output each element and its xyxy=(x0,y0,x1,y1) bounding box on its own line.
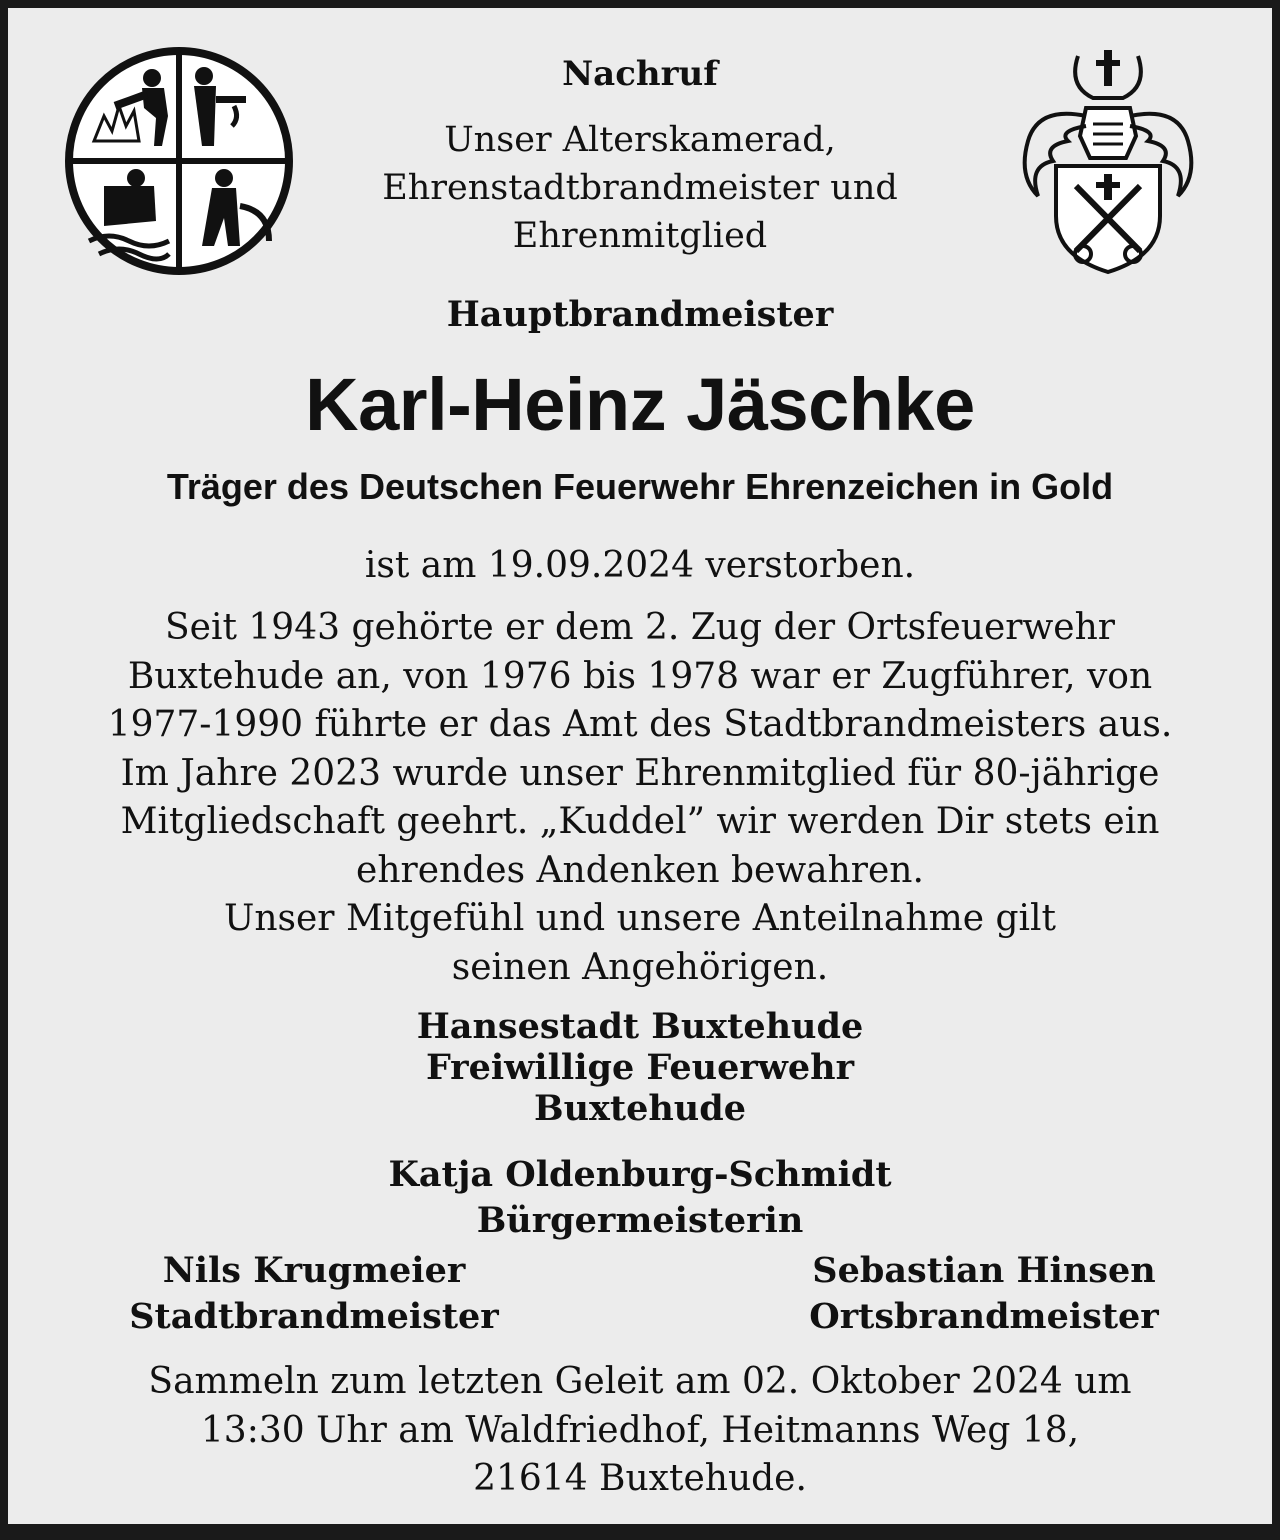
signatory-title: Ortsbrandmeister xyxy=(809,1296,1159,1337)
body-line: Unser Mitgefühl und unsere Anteilnahme gilt xyxy=(223,898,1056,939)
signatory-name: Nils Krugmeier xyxy=(162,1250,466,1291)
obituary-notice xyxy=(8,8,1272,1524)
notice-heading: Nachruf xyxy=(562,54,718,94)
body-text xyxy=(8,604,1272,992)
body-line: Mitgliedschaft geehrt. „Kuddel” wir werden Dir stets ein xyxy=(120,801,1160,842)
funeral-line: 13:30 Uhr am Waldfriedhof, Heitmanns Weg 18, xyxy=(200,1409,1080,1451)
award-text: Träger des Deutschen Feuerwehr Ehrenzeichen in Gold xyxy=(166,466,1114,507)
mayor-signature xyxy=(8,1152,1272,1244)
death-date-text: ist am 19.09.2024 verstorben. xyxy=(364,545,916,586)
signatory-title: Stadtbrandmeister xyxy=(129,1296,499,1337)
funeral-info xyxy=(8,1358,1272,1504)
deceased-name: Karl-Heinz Jäschke xyxy=(305,363,975,446)
body-line: Buxtehude an, von 1976 bis 1978 war er Zugführer, von xyxy=(127,655,1153,697)
organization-line: Hansestadt Buxtehude xyxy=(416,1006,864,1047)
funeral-line: 21614 Buxtehude. xyxy=(473,1458,807,1499)
signatory-name: Sebastian Hinsen xyxy=(812,1250,1156,1291)
body-line: seinen Angehörigen. xyxy=(451,946,829,988)
intro-line: Ehrenstadtbrandmeister und xyxy=(382,168,898,208)
mayor-name: Katja Oldenburg-Schmidt xyxy=(388,1154,892,1195)
body-line: Im Jahre 2023 wurde unser Ehrenmitglied für 80-jährige xyxy=(120,752,1160,794)
signatory-right xyxy=(704,1248,1264,1340)
body-line: ehrendes Andenken bewahren. xyxy=(356,849,924,891)
intro-line: Ehrenmitglied xyxy=(512,216,768,256)
body-line: 1977-1990 führte er das Amt des Stadtbrandmeisters aus. xyxy=(107,704,1173,745)
organization-line: Freiwillige Feuerwehr xyxy=(425,1047,855,1088)
organization-line: Buxtehude xyxy=(534,1088,746,1129)
intro-line: Unser Alterskamerad, xyxy=(444,120,836,160)
mayor-title: Bürgermeisterin xyxy=(476,1200,804,1241)
organization-block xyxy=(8,1006,1272,1129)
intro-text xyxy=(8,116,1272,260)
body-line: Seit 1943 gehörte er dem 2. Zug der Ortsfeuerwehr xyxy=(165,607,1115,648)
signatory-left xyxy=(34,1248,594,1340)
funeral-line: Sammeln zum letzten Geleit am 02. Oktober 2024 um xyxy=(148,1361,1132,1402)
rank-title: Hauptbrandmeister xyxy=(446,294,834,335)
